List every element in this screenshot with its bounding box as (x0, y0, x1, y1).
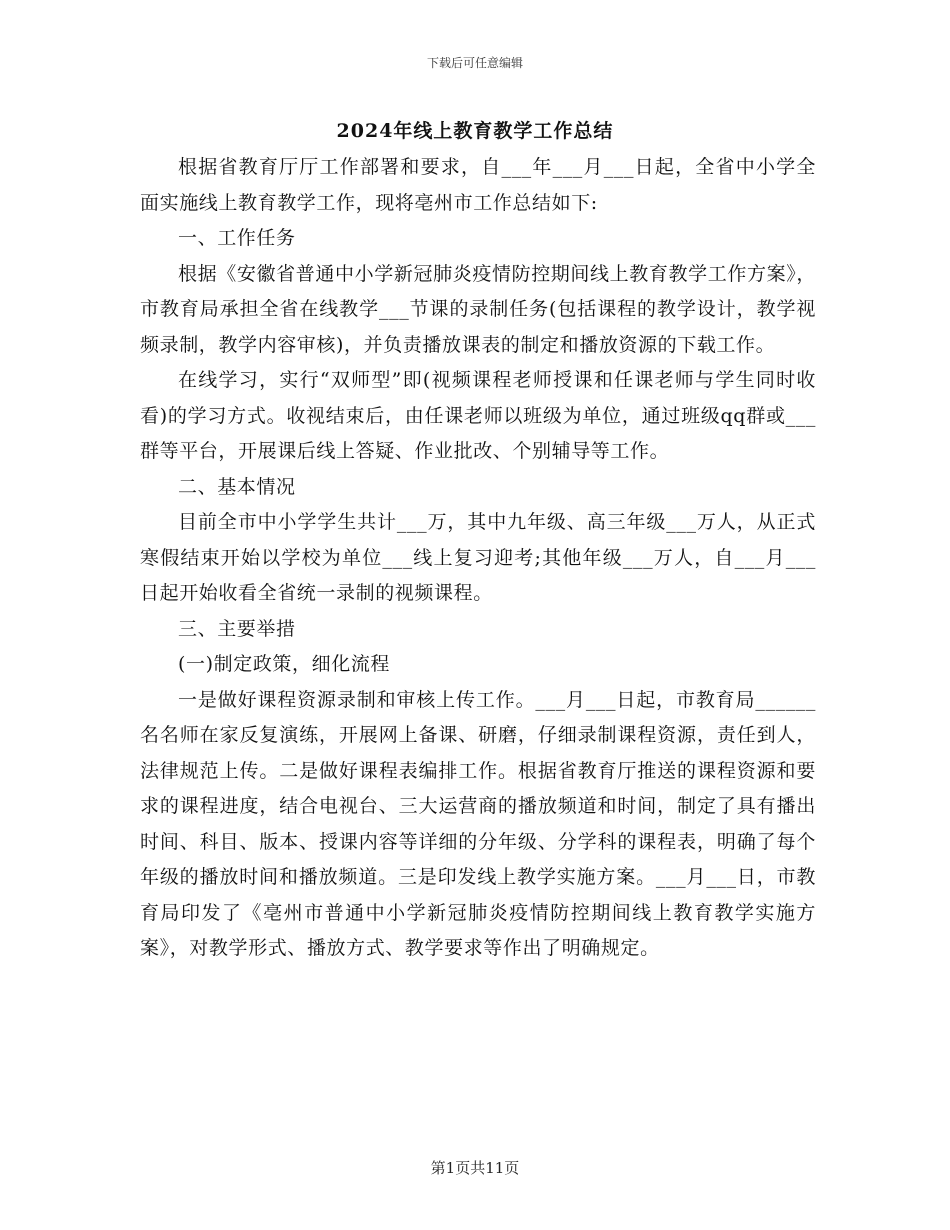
paragraph: 目前全市中小学学生共计___万，其中九年级、高三年级___万人，从正式寒假结束开始以学校为单位___线上复习迎考;其他年级___万人，自___月___日起开始收看全省统一录制的视频课程。 (140, 511, 816, 604)
paragraph: 在线学习，实行“双师型”即(视频课程老师授课和任课老师与学生同时收看)的学习方式。收视结束后，由任课老师以班级为单位，通过班级qq群或___群等平台，开展课后线上答疑、作业批改、个别辅导等工作。 (140, 369, 816, 462)
page-footer: 第1页共11页 (430, 1159, 520, 1177)
section-heading-basic-situation: 二、基本情况 (178, 475, 296, 498)
section-heading-tasks: 一、工作任务 (178, 227, 296, 249)
document-title: 2024年线上教育教学工作总结 (336, 120, 614, 142)
document-body (140, 150, 816, 967)
section-heading-measures: 三、主要举措 (178, 617, 296, 640)
paragraph: 一是做好课程资源录制和审核上传工作。___月___日起，市教育局______名名师在家反复演练，开展网上备课、研磨，仔细录制课程资源，责任到人，法律规范上传。二是做好课程表编排工作。根据省教育厅推送的课程资源和要求的课程进度，结合电视台、三大运营商的播放频道和时间，制定了具有播出时间、科目、版本、授课内容等详细的分年级、分学科的课程表，明确了每个年级的播放时间和播放频道。三是印发线上教学实施方案。___月___日，市教育局印发了《亳州市普通中小学新冠肺炎疫情防控期间线上教育教学实施方案》，对教学形式、播放方式、教学要求等作出了明确规定。 (140, 688, 816, 959)
paragraph: 根据《安徽省普通中小学新冠肺炎疫情防控期间线上教育教学工作方案》，市教育局承担全省在线教学___节课的录制任务(包括课程的教学设计，教学视频录制，教学内容审核)，并负责播放课表的制定和播放资源的下载工作。 (140, 262, 816, 356)
subsection-heading: (一)制定政策，细化流程 (178, 653, 391, 675)
page-header: 下载后可任意编辑 (426, 56, 523, 70)
paragraph: 根据省教育厅厅工作部署和要求，自___年___月___日起，全省中小学全面实施线上教育教学工作，现将亳州市工作总结如下: (140, 156, 816, 214)
